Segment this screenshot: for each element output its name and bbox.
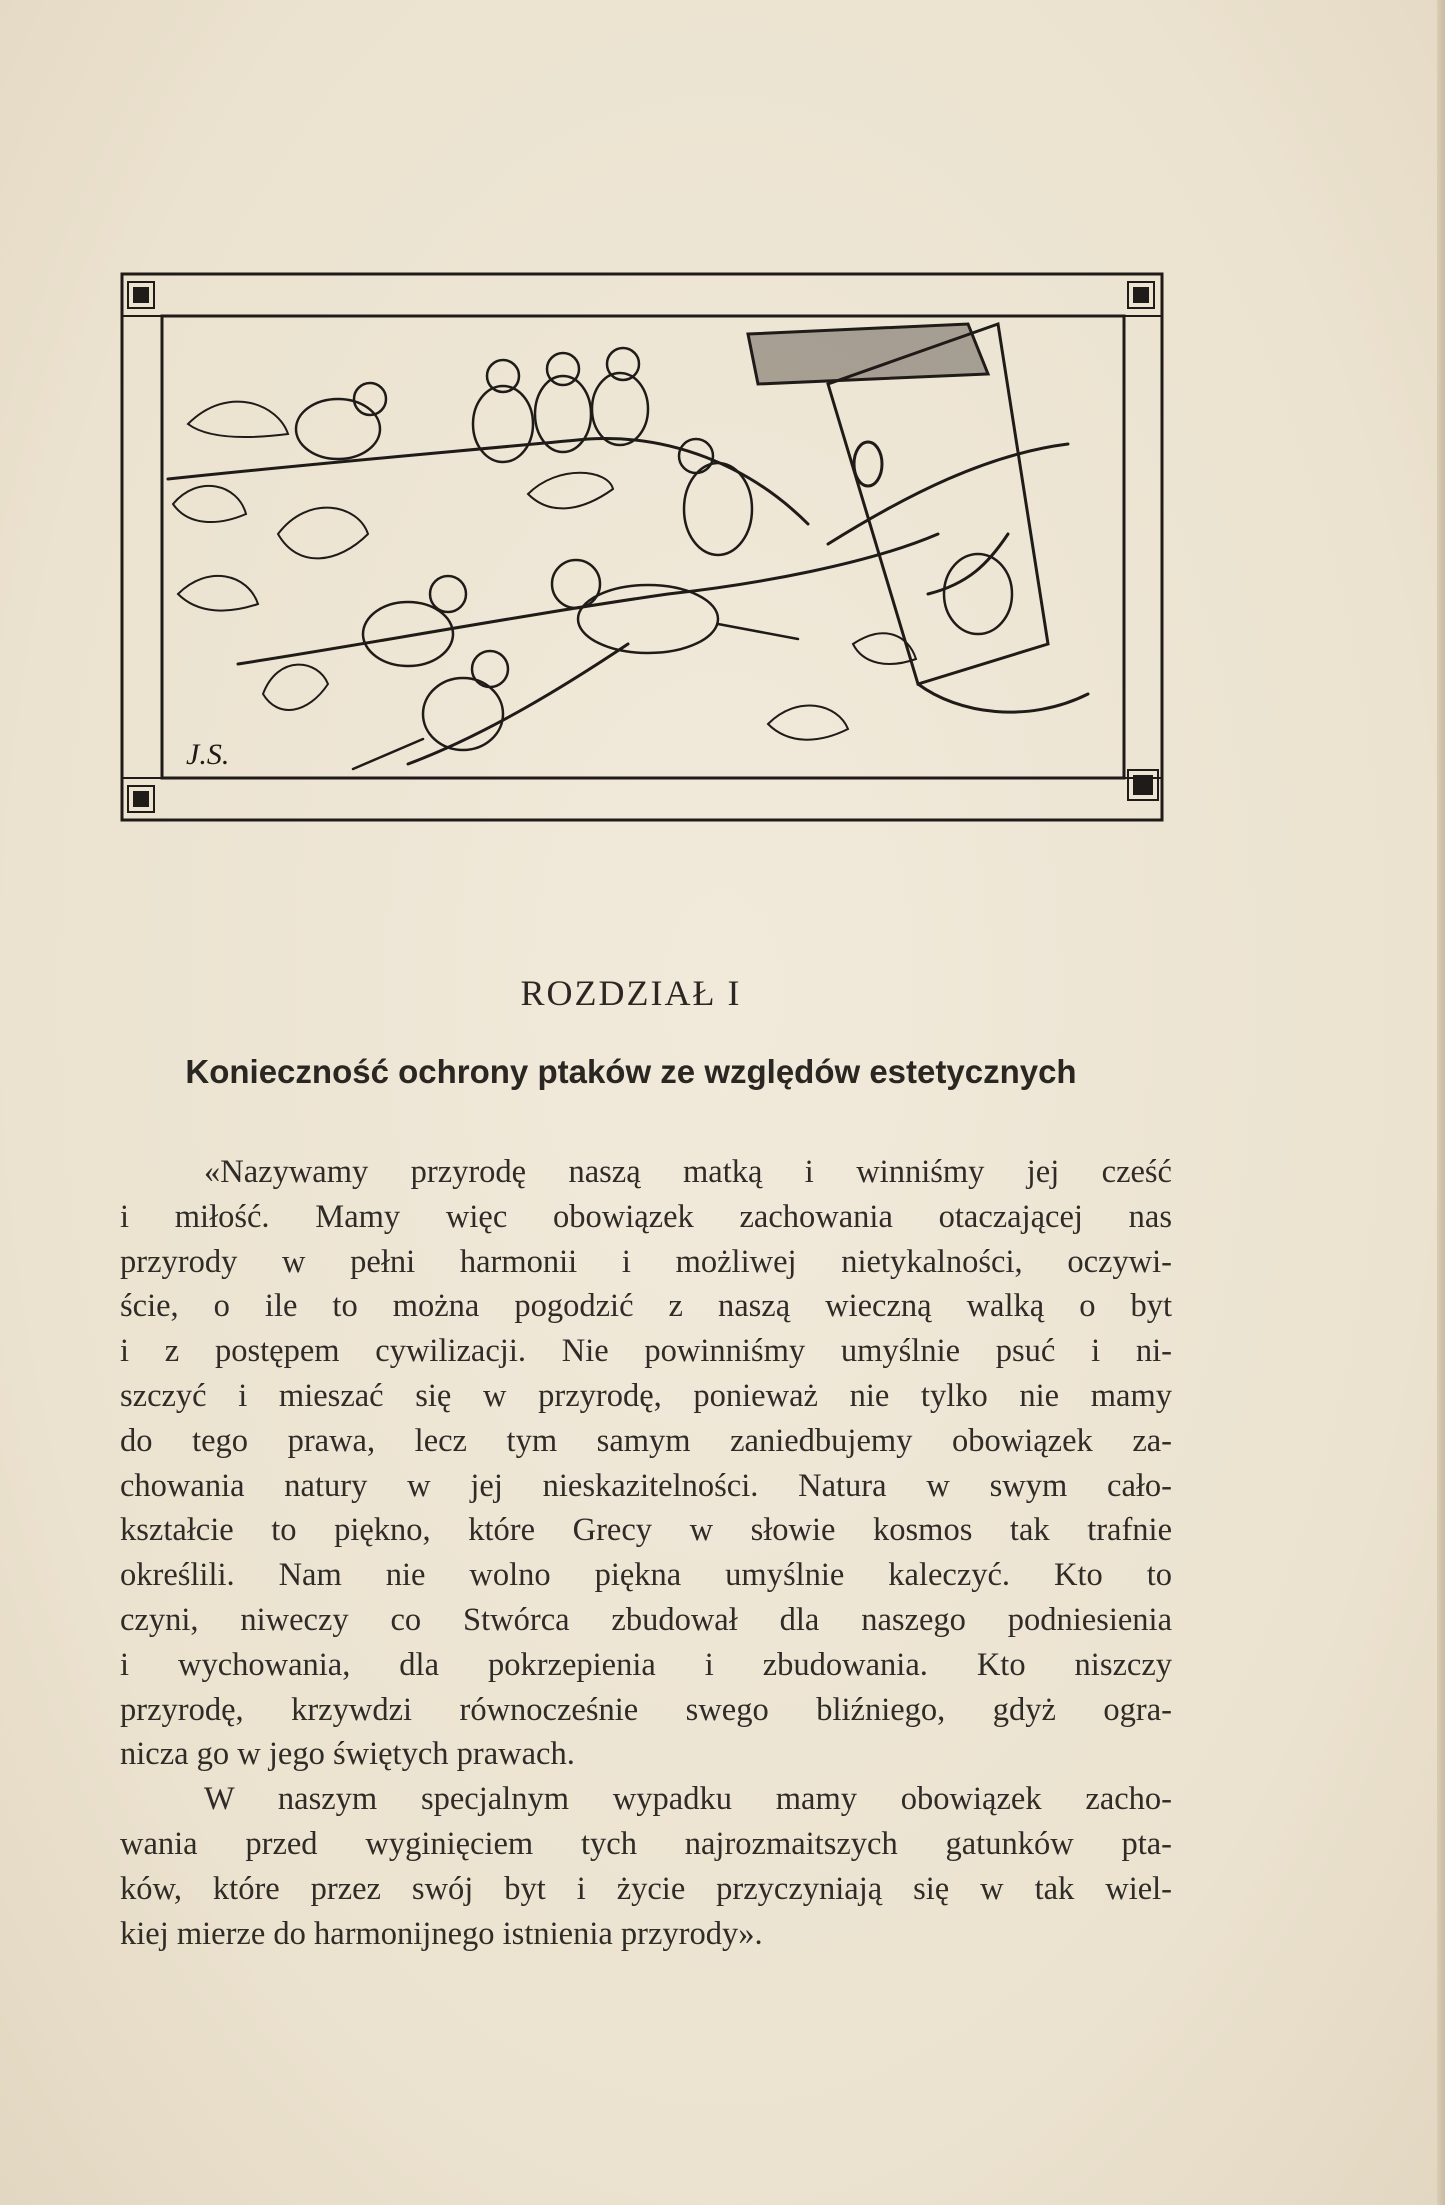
page-edge bbox=[1437, 0, 1445, 2205]
paragraph-1-line: kształcie to piękno, które Grecy w słowie kosmos tak trafnie bbox=[120, 1512, 1172, 1549]
paragraph-2-line: kiej mierze do harmonijnego istnienia przyrody». bbox=[120, 1915, 763, 1952]
chapter-label: ROZDZIAŁ I bbox=[520, 973, 742, 1013]
artist-signature: J.S. bbox=[186, 738, 230, 771]
paragraph-1-line: i z postępem cywilizacji. Nie powinniśmy umyślnie psuć i ni- bbox=[120, 1333, 1172, 1370]
bird-illustration bbox=[108, 264, 1176, 830]
paragraph-1-line: czyni, niweczy co Stwórca zbudował dla naszego podniesienia bbox=[120, 1601, 1172, 1638]
paragraph-1-line: «Nazywamy przyrodę naszą matką i winniśmy jej cześć bbox=[204, 1154, 1172, 1190]
paragraph-2-line: W naszym specjalnym wypadku mamy obowiązek zacho- bbox=[204, 1781, 1172, 1818]
paragraph-1-line: nicza go w jego świętych prawach. bbox=[120, 1736, 575, 1773]
paragraph-1-line: przyrody w pełni harmonii i możliwej nietykalności, oczywi- bbox=[120, 1243, 1172, 1280]
paragraph-2-line: wania przed wyginięciem tych najrozmaitszych gatunków pta- bbox=[120, 1825, 1172, 1862]
paragraph-1-line: chowania natury w jej nieskazitelności. Natura w swym cało- bbox=[120, 1467, 1172, 1504]
paragraph-1-line: określili. Nam nie wolno piękna umyślnie kaleczyć. Kto to bbox=[120, 1557, 1172, 1594]
paragraph-1-line: i miłość. Mamy więc obowiązek zachowania otaczającej nas bbox=[120, 1198, 1172, 1235]
paragraph-1-line: do tego prawa, lecz tym samym zaniedbujemy obowiązek za- bbox=[120, 1422, 1172, 1459]
paragraph-1-line: i wychowania, dla pokrzepienia i zbudowania. Kto niszczy bbox=[120, 1646, 1172, 1683]
chapter-title: Konieczność ochrony ptaków ze względów estetycznych bbox=[185, 1053, 1077, 1090]
body-text bbox=[120, 1150, 1172, 1956]
paragraph-1-line: ście, o ile to można pogodzić z naszą wieczną walką o byt bbox=[120, 1288, 1172, 1325]
paragraph-2-line: ków, które przez swój byt i życie przyczyniają się w tak wiel- bbox=[120, 1870, 1172, 1907]
paragraph-1-line: szczyć i mieszać się w przyrodę, ponieważ nie tylko nie mamy bbox=[120, 1377, 1172, 1414]
paragraph-1-line: przyrodę, krzywdzi równocześnie swego bliźniego, gdyż ogra- bbox=[120, 1691, 1172, 1728]
